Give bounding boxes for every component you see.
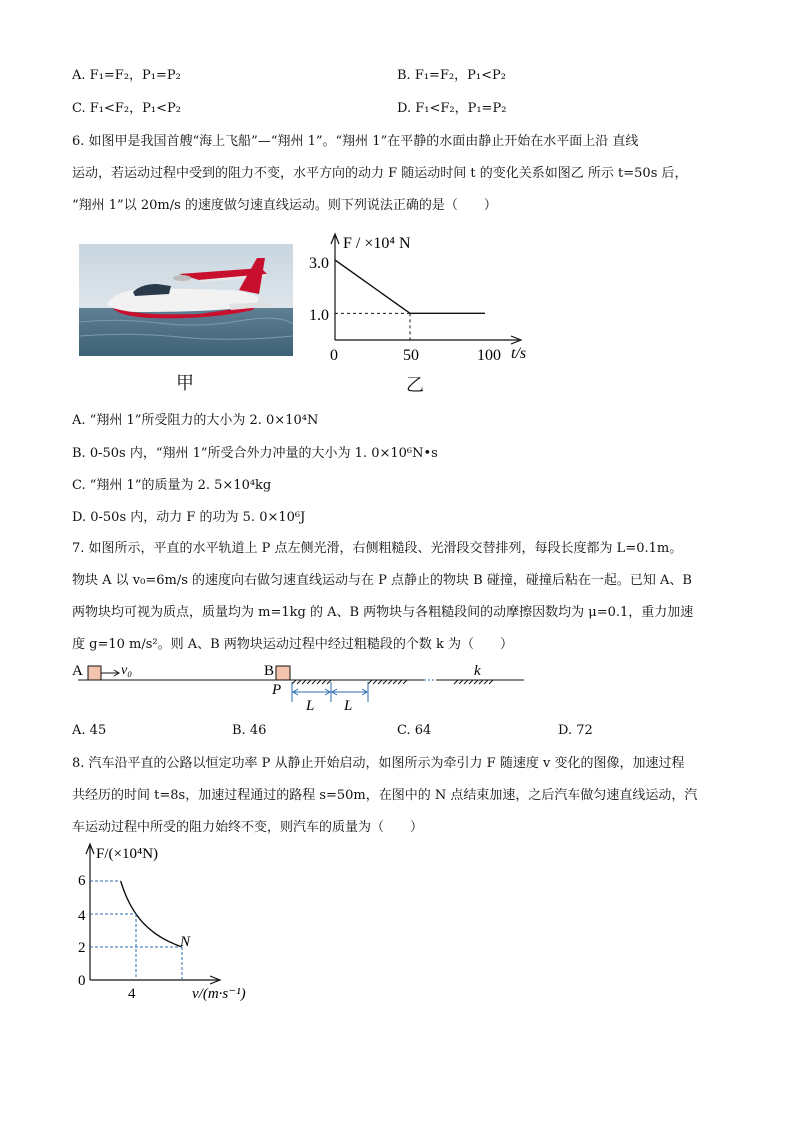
- q7-option-b: B. 46: [232, 723, 267, 738]
- q8-ytick-0: 0: [78, 973, 86, 989]
- q7-stem-line-3: 两物块均可视为质点，质量均为 m=1kg 的 A、B 两物块与各粗糙段间的动摩擦因数均为 μ=0.1，重力加速: [72, 605, 694, 620]
- q8-y-label: F/(×10⁴N): [96, 846, 159, 862]
- q8-force-curve: [121, 881, 182, 947]
- q6-ytick-3: 3.0: [309, 255, 329, 272]
- q6-force-series-line: [335, 260, 485, 313]
- q6-y-label: F / ×10⁴ N: [343, 235, 411, 252]
- q6-xtick-50: 50: [403, 347, 419, 364]
- q8-label-n: N: [180, 934, 191, 950]
- q8-xtick-4: 4: [128, 986, 136, 1002]
- q8-ytick-4: 4: [78, 908, 86, 924]
- q8-stem-line-3: 车运动过程中所受的阻力始终不变，则汽车的质量为（ ）: [72, 820, 424, 835]
- q6-option-b: B. 0-50s 内，“翔州 1”所受合外力冲量的大小为 1. 0×10⁶N•s: [72, 446, 438, 461]
- q7-label-a: A: [72, 663, 83, 679]
- q7-option-c: C. 64: [397, 723, 432, 738]
- q7-label-l-1: L: [306, 698, 315, 714]
- q5-option-b: B. F₁=F₂，P₁<P₂: [397, 68, 506, 83]
- q6-caption-yi: 乙: [406, 375, 424, 396]
- q8-stem-line-1: 8. 汽车沿平直的公路以恒定功率 P 从静止开始启动，如图所示为牵引力 F 随速度 v 变化的图像，加速过程: [72, 756, 685, 771]
- q7-option-d: D. 72: [558, 723, 593, 738]
- q7-rough-segment-1: [292, 680, 331, 684]
- q5-option-d: D. F₁<F₂，P₁=P₂: [397, 101, 507, 116]
- q7-stem-line-1: 7. 如图所示，平直的水平轨道上 P 点左侧光滑，右侧粗糙段、光滑段交替排列，每段长度都为 L=0.1m。: [72, 541, 683, 556]
- q6-xtick-100: 100: [477, 347, 501, 364]
- q7-dimension-marks: [292, 682, 368, 702]
- q7-block-a: [88, 666, 101, 680]
- q6-ytick-1: 1.0: [309, 307, 329, 324]
- q6-photo-seaplane: [79, 244, 293, 356]
- q7-label-p: P: [272, 682, 282, 698]
- q7-stem-line-2: 物块 A 以 v₀=6m/s 的速度向右做匀速直线运动与在 P 点静止的物块 B 碰撞，碰撞后粘在一起。已知 A、B: [72, 573, 692, 588]
- q6-option-c: C. “翔州 1”的质量为 2. 5×10⁴kg: [72, 478, 272, 493]
- q7-track-diagram: [68, 658, 530, 714]
- q7-label-b: B: [264, 663, 275, 679]
- q5-option-a: A. F₁=F₂，P₁=P₂: [72, 68, 181, 83]
- q7-stem-line-4: 度 g=10 m/s²。则 A、B 两物块运动过程中经过粗糙段的个数 k 为（ ）: [72, 637, 513, 652]
- q6-caption-jia: 甲: [176, 373, 194, 394]
- q7-block-b: [276, 666, 290, 680]
- q7-option-a: A. 45: [72, 723, 107, 738]
- q6-stem-line-1: 6. 如图甲是我国首艘“海上飞船”—“翔州 1”。“翔州 1”在平静的水面由静止开始在水平面上沿 直线: [72, 134, 639, 149]
- q8-ytick-6: 6: [78, 873, 86, 889]
- q8-force-velocity-graph: [72, 838, 272, 1008]
- q7-rough-segment-2: [368, 680, 407, 684]
- q6-xtick-0: 0: [330, 347, 338, 364]
- q8-stem-line-2: 共经历的时间 t=8s，加速过程通过的路程 s=50m，在图中的 N 点结束加速，之后汽车做匀速直线运动，汽: [72, 788, 698, 803]
- q6-option-d: D. 0-50s 内，动力 F 的功为 5. 0×10⁶J: [72, 510, 306, 525]
- q6-stem-line-2: 运动，若运动过程中受到的阻力不变，水平方向的动力 F 随运动时间 t 的变化关系如图乙 所示 t=50s 后，: [72, 166, 688, 181]
- q7-label-l-2: L: [344, 698, 353, 714]
- q6-force-time-graph: [305, 228, 535, 366]
- q6-stem-line-3: “翔州 1”以 20m/s 的速度做匀速直线运动。则下列说法正确的是（ ）: [72, 198, 497, 213]
- q7-label-k: k: [474, 663, 481, 679]
- q6-option-a: A. “翔州 1”所受阻力的大小为 2. 0×10⁴N: [72, 413, 319, 428]
- q8-x-label: v/(m·s⁻¹): [192, 986, 246, 1002]
- q8-ytick-2: 2: [78, 940, 86, 956]
- q5-option-c: C. F₁<F₂，P₁<P₂: [72, 101, 181, 116]
- q7-label-v0: v₀: [121, 663, 133, 678]
- q7-rough-segment-k: [454, 680, 493, 684]
- q6-x-label: t/s: [511, 345, 527, 362]
